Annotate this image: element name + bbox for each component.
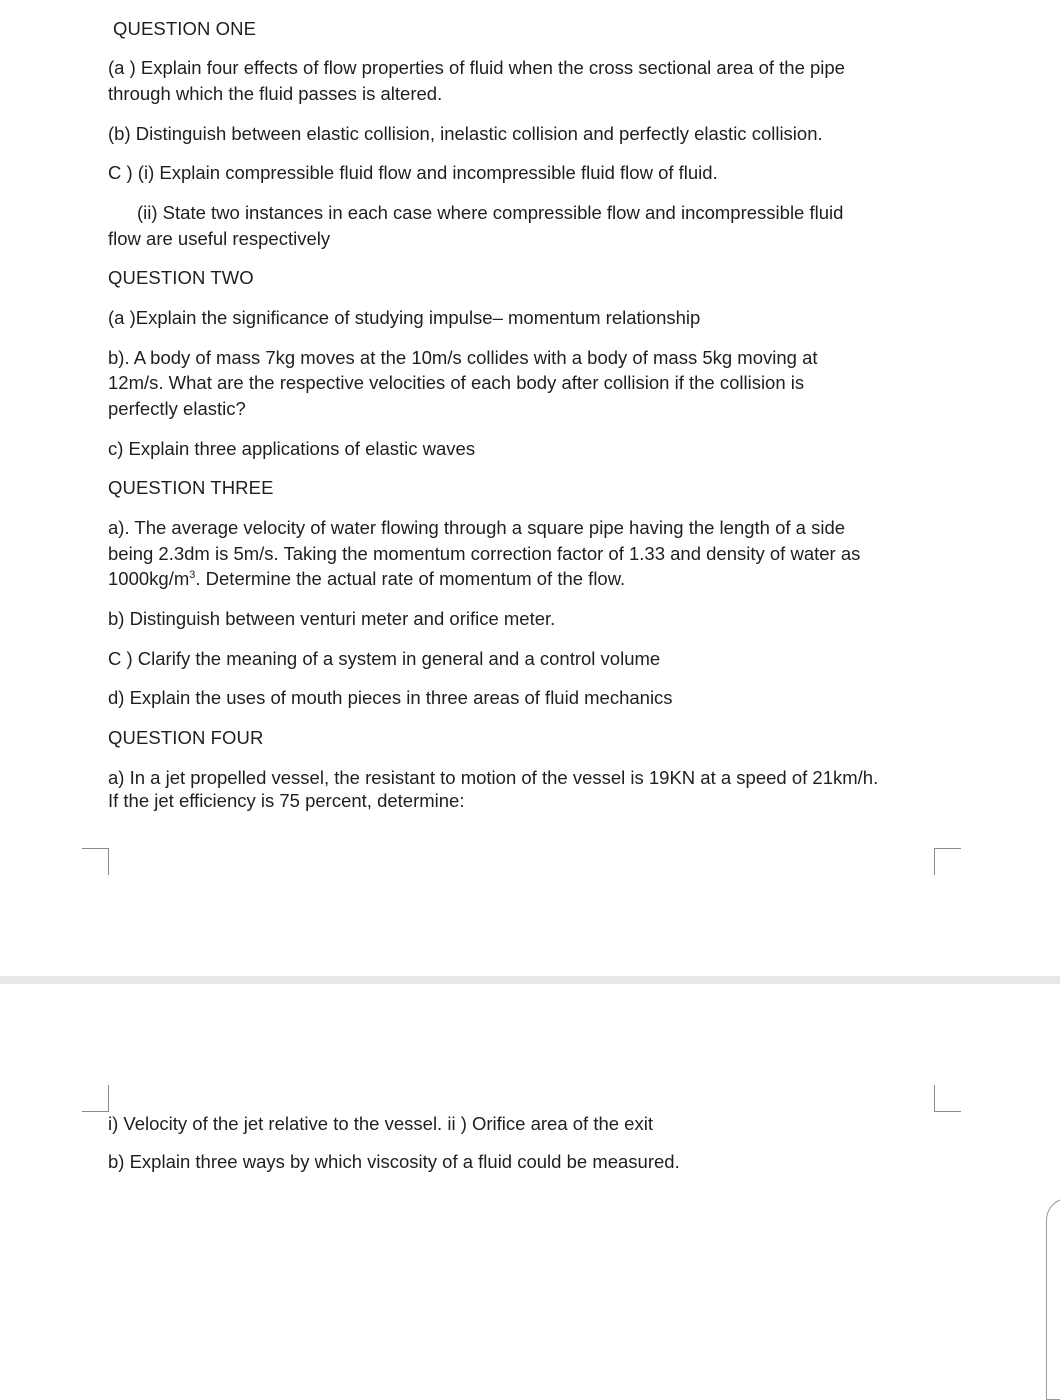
page-break-separator [0,976,1060,984]
q1-a-line1: (a ) Explain four effects of flow properties of fluid when the cross sectional area of the pipe [108,57,845,78]
q3-a-density-value: 1000kg/m [108,568,190,589]
q2-b-line3: perfectly elastic? [108,398,246,419]
q3-a-density-exponent: 3 [189,568,196,581]
question-four-heading: QUESTION FOUR [108,727,264,748]
q3-a-line3 [108,566,625,592]
crop-mark-bottom-left [82,1085,109,1112]
q4-a-subparts: i) Velocity of the jet relative to the vessel. ii ) Orifice area of the exit [108,1113,653,1134]
crop-mark-top-left [82,848,109,875]
q1-c-ii-line1: (ii) State two instances in each case where compressible flow and incompressible fluid [137,202,844,223]
crop-mark-bottom-right [934,1085,961,1112]
q3-b: b) Distinguish between venturi meter and orifice meter. [108,608,556,629]
crop-mark-top-right [934,848,961,875]
question-two-heading: QUESTION TWO [108,267,254,288]
q3-a-line1: a). The average velocity of water flowing through a square pipe having the length of a side [108,517,846,538]
q4-a-line2: If the jet efficiency is 75 percent, determine: [108,790,465,811]
question-one-heading: QUESTION ONE [113,18,257,39]
q1-c-ii-line2: flow are useful respectively [108,228,331,249]
q2-c: c) Explain three applications of elastic waves [108,438,476,459]
q1-c-i: C ) (i) Explain compressible fluid flow and incompressible fluid flow of fluid. [108,162,718,183]
q3-d: d) Explain the uses of mouth pieces in three areas of fluid mechanics [108,687,673,708]
q3-c: C ) Clarify the meaning of a system in general and a control volume [108,648,661,669]
q4-a-line1: a) In a jet propelled vessel, the resistant to motion of the vessel is 19KN at a speed of 21km/h. [108,767,879,788]
q4-b: b) Explain three ways by which viscosity of a fluid could be measured. [108,1151,680,1172]
q2-a: (a )Explain the significance of studying impulse– momentum relationship [108,307,701,328]
q1-a-line2: through which the fluid passes is altered. [108,83,443,104]
q1-b: (b) Distinguish between elastic collision, inelastic collision and perfectly elastic collision. [108,123,823,144]
q2-b-line1: b). A body of mass 7kg moves at the 10m/s collides with a body of mass 5kg moving at [108,347,818,368]
q2-b-line2: 12m/s. What are the respective velocities of each body after collision if the collision is [108,372,805,393]
q3-a-line3-rest: . Determine the actual rate of momentum of the flow. [195,568,626,589]
page-edge-curve [1046,1198,1060,1400]
q3-a-line2: being 2.3dm is 5m/s. Taking the momentum correction factor of 1.33 and density of water as [108,543,861,564]
question-three-heading: QUESTION THREE [108,477,274,498]
